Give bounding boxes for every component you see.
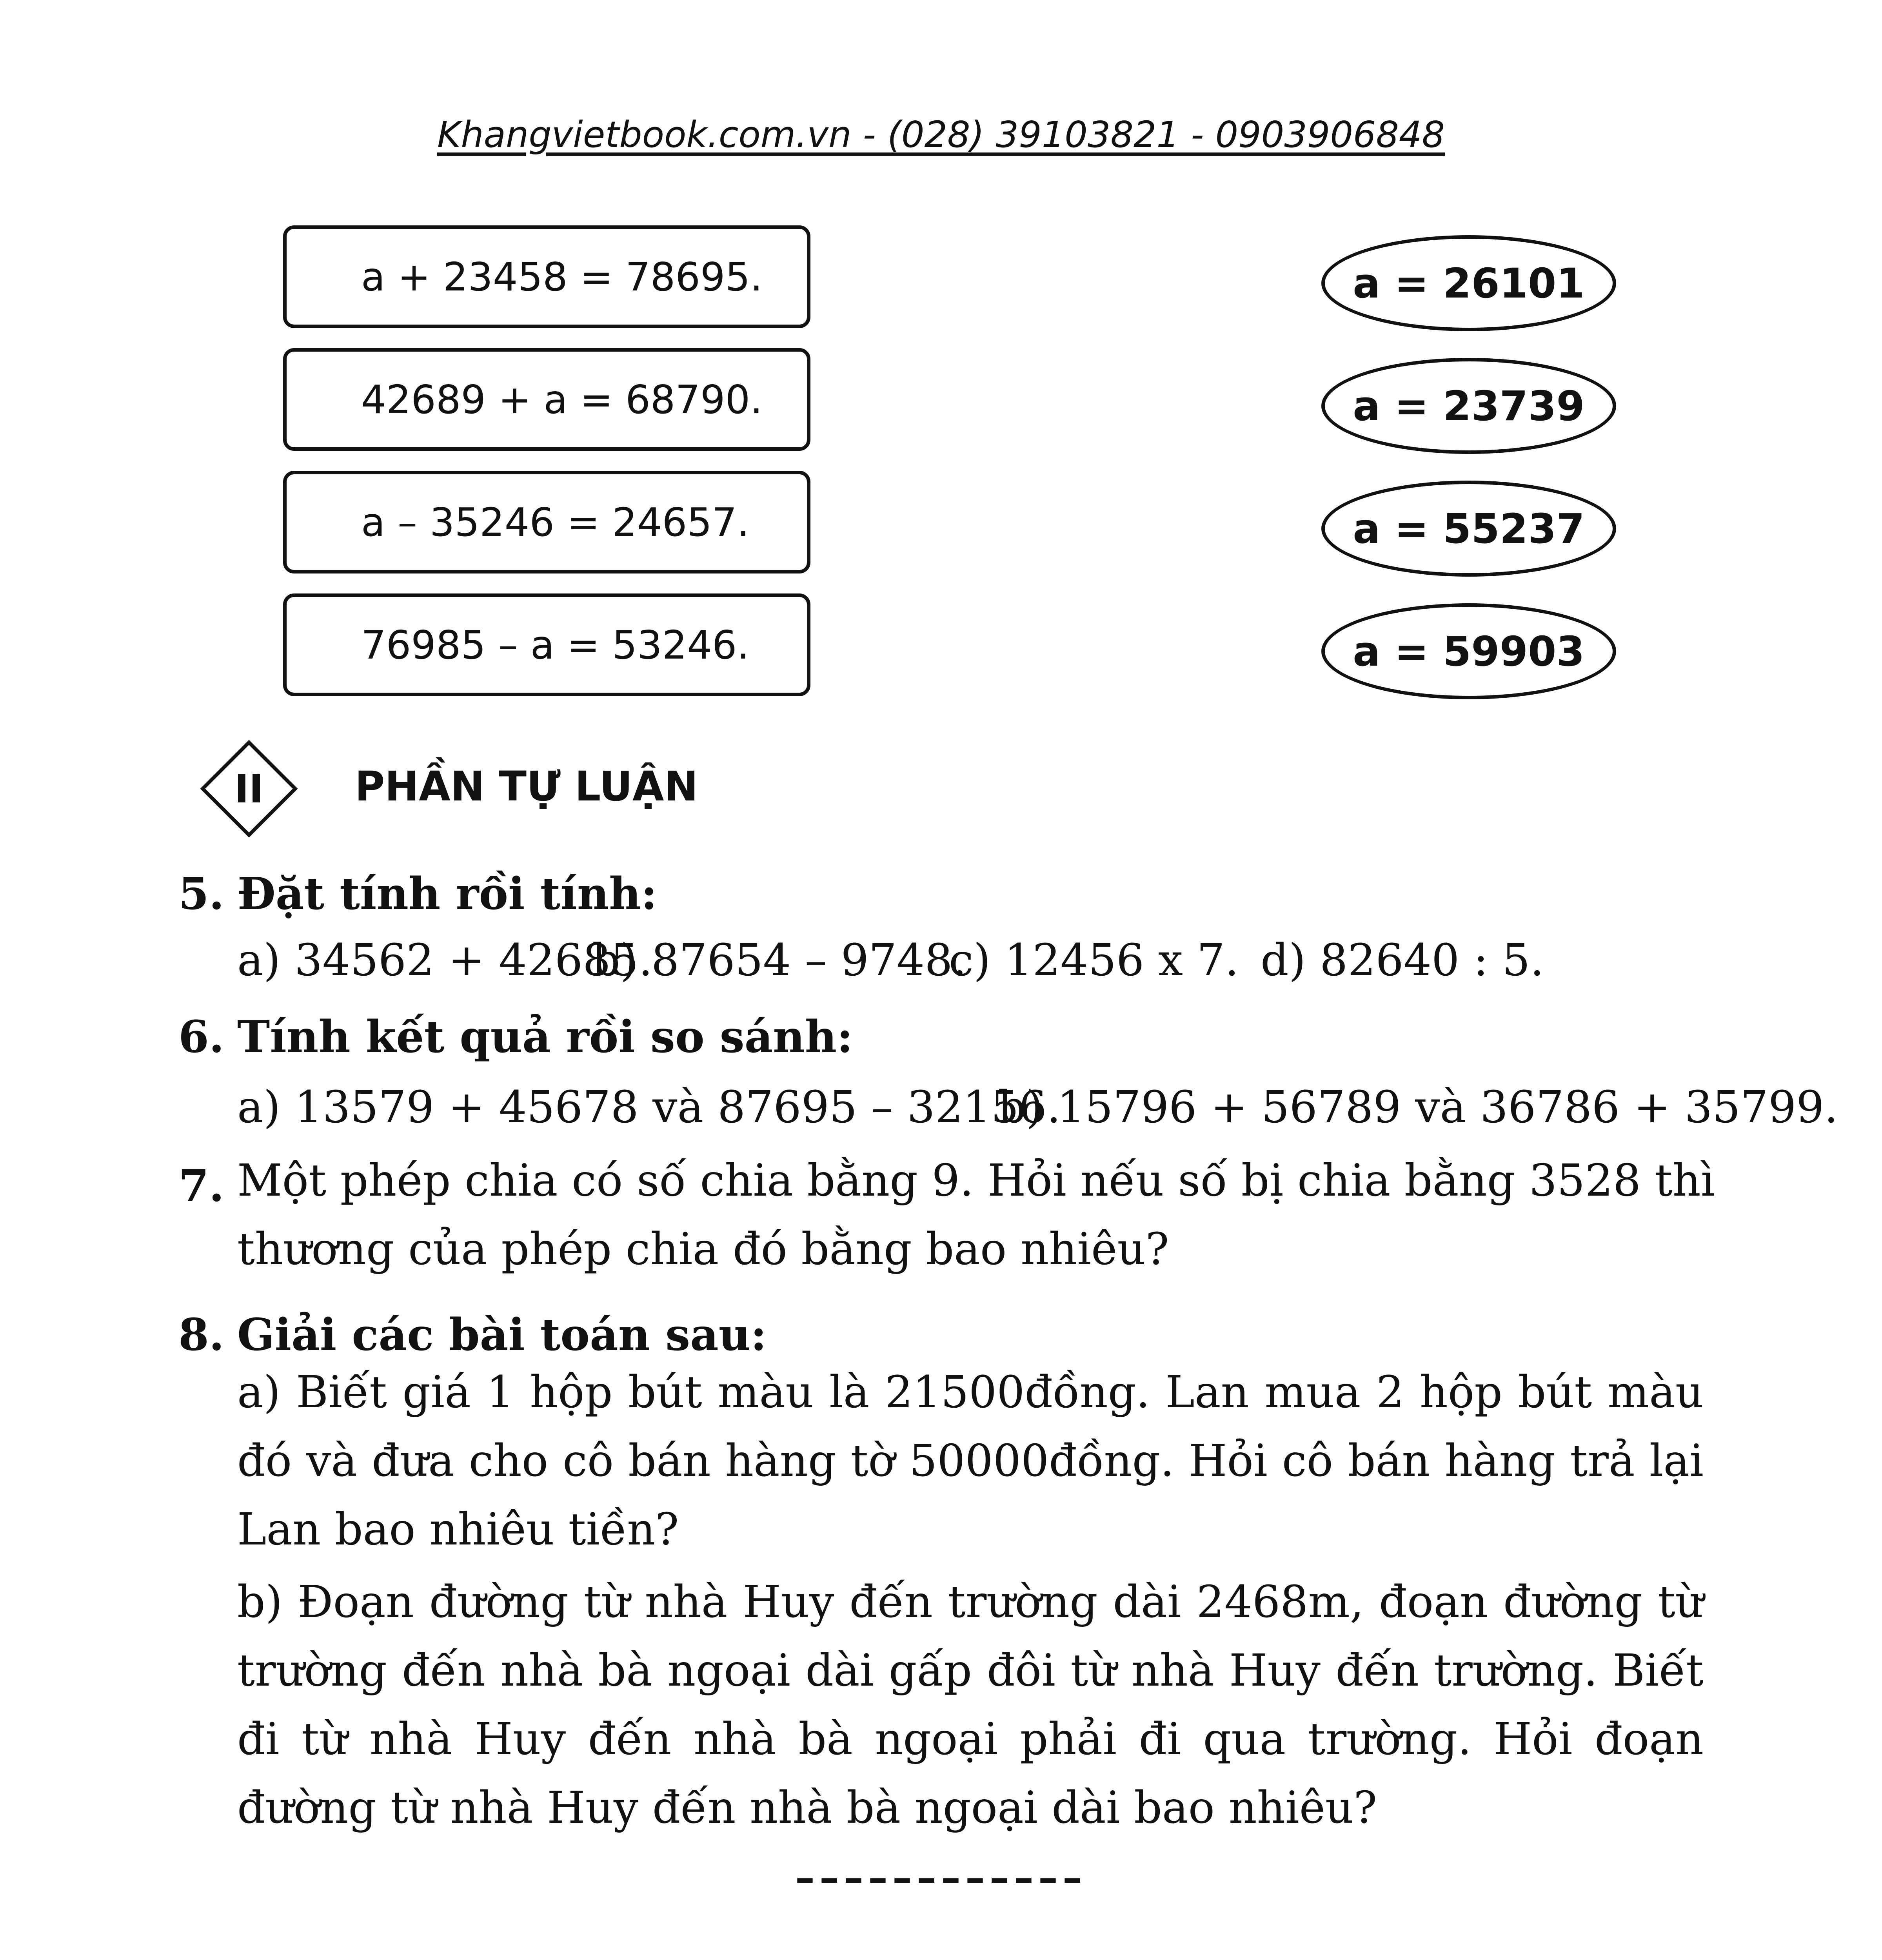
section-2-marker xyxy=(190,730,308,848)
q8-a: a) Biết giá 1 hộp bút màu là 21500đồng. Lan mua 2 hộp bút màu đó và đưa cho cô bán hàng tờ 50000đồng. Hỏi cô bán hàng trả lại Lan bao nhiêu tiền? xyxy=(237,1367,1704,1555)
answer-oval-3: a = 55237 xyxy=(1321,481,1616,577)
answer-oval-2: a = 23739 xyxy=(1321,358,1616,454)
separator: –––––––––––– xyxy=(795,1854,1087,1900)
answer-oval-1: a = 26101 xyxy=(1321,235,1616,331)
q5-number: 5. xyxy=(178,868,224,920)
q6-b: b) 15796 + 56789 và 36786 + 35799. xyxy=(998,1082,1838,1133)
q8-title: Giải các bài toán sau: xyxy=(237,1309,767,1361)
equation-box-4: 76985 – a = 53246. xyxy=(283,593,810,696)
answer-oval-4: a = 59903 xyxy=(1321,603,1616,699)
q5-title: Đặt tính rồi tính: xyxy=(237,868,658,920)
equation-box-3: a – 35246 = 24657. xyxy=(283,471,810,573)
q6-number: 6. xyxy=(178,1011,224,1063)
q7-number: 7. xyxy=(178,1160,224,1212)
q5-d: d) 82640 : 5. xyxy=(1261,935,1544,986)
section-2-title: PHẦN TỰ LUẬN xyxy=(355,762,698,810)
q8-number: 8. xyxy=(178,1309,224,1361)
q7-line-1: Một phép chia có số chia bằng 9. Hỏi nếu số bị chia bằng 3528 thì xyxy=(237,1155,1715,1206)
q7-line-2: thương của phép chia đó bằng bao nhiêu? xyxy=(237,1224,1169,1275)
q5-a: a) 34562 + 42685. xyxy=(237,935,653,986)
page-header: Khangvietbook.com.vn - (028) 39103821 - 0903906848 xyxy=(437,114,1445,156)
q6-title: Tính kết quả rồi so sánh: xyxy=(237,1011,853,1063)
q6-a: a) 13579 + 45678 và 87695 – 32156. xyxy=(237,1082,1061,1133)
q8-b: b) Đoạn đường từ nhà Huy đến trường dài 2468m, đoạn đường từ trường đến nhà bà ngoại dài gấp đôi từ nhà Huy đến trường. Biết đi từ nhà Huy đến nhà bà ngoại phải đi qua trường. Hỏi đoạn đường từ nhà Huy đến nhà bà ngoại dài bao nhiêu? xyxy=(237,1577,1704,1833)
section-2-label: II xyxy=(234,766,264,812)
equation-box-1: a + 23458 = 78695. xyxy=(283,225,810,328)
equation-box-2: 42689 + a = 68790. xyxy=(283,348,810,451)
q5-b: b) 87654 – 9748. xyxy=(592,935,967,986)
q5-c: c) 12456 x 7. xyxy=(949,935,1239,986)
